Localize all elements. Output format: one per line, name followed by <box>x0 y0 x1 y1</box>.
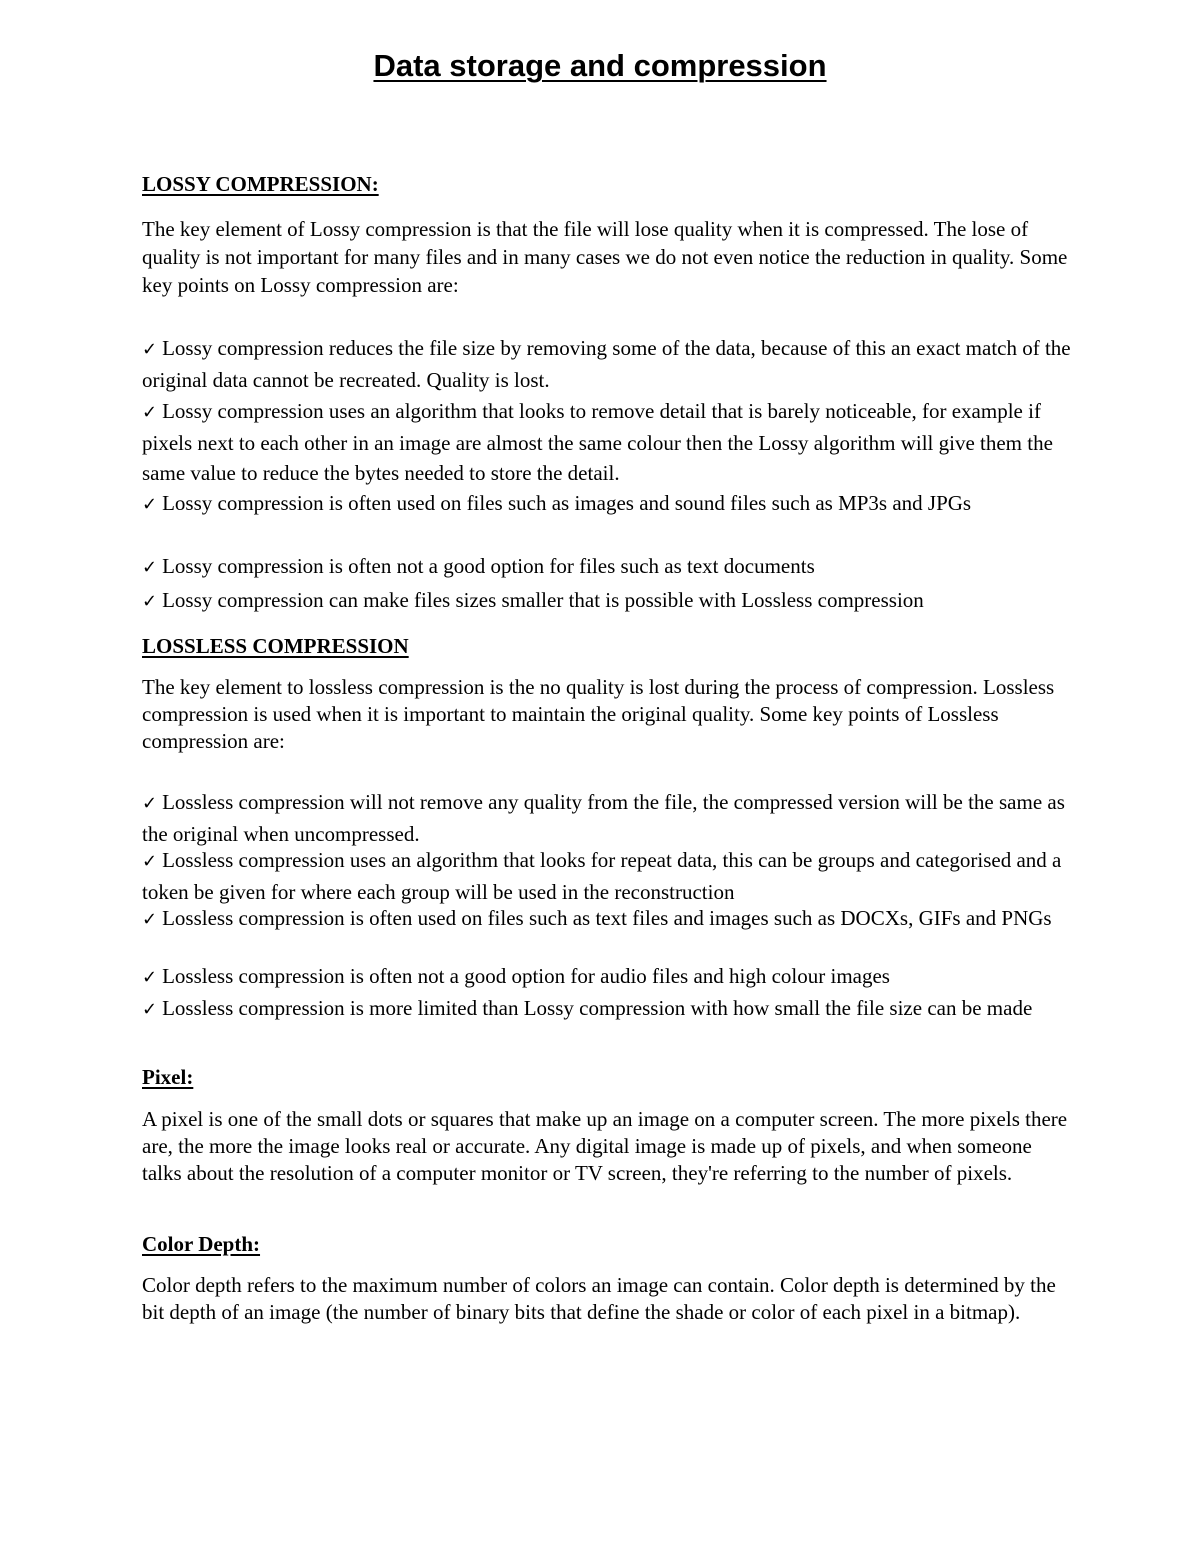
pixel-heading: Pixel: <box>142 1065 194 1089</box>
lossy-bullet-text: Lossy compression uses an algorithm that looks to remove detail that is barely noticeable, for example if pixels next to each other in an image are almost the same colour then the Lossy algorithm will give them the same value to reduce the bytes needed to store the detail. <box>142 399 1053 485</box>
lossy-intro: The key element of Lossy compression is that the file will lose quality when it is compressed. The lose of quality is not important for many files and in many cases we do not even notice the reduction in quality. Some key points on Lossy compression are: <box>142 217 1068 297</box>
color-depth-heading: Color Depth: <box>142 1232 261 1256</box>
check-mark-icon: ✓ <box>142 909 158 930</box>
check-mark-icon: ✓ <box>142 999 158 1020</box>
lossless-bullet <box>142 993 1072 1025</box>
color-depth-body: Color depth refers to the maximum number of colors an image can contain. Color depth is determined by the bit depth of an image (the number of binary bits that define the shade or color of each pixel in a bitmap). <box>142 1273 1056 1324</box>
check-mark-icon: ✓ <box>142 494 158 515</box>
lossless-bullet-text: Lossless compression uses an algorithm that looks for repeat data, this can be groups and categorised and a token be given for where each group will be used in the reconstruction <box>142 848 1062 904</box>
check-mark-icon: ✓ <box>142 402 158 423</box>
lossy-bullet-text: Lossy compression can make files sizes smaller that is possible with Lossless compression <box>162 588 924 612</box>
lossy-bullet <box>142 551 1072 583</box>
lossy-bullet-text: Lossy compression reduces the file size by removing some of the data, because of this an exact match of the original data cannot be recreated. Quality is lost. <box>142 336 1071 392</box>
check-mark-icon: ✓ <box>142 339 158 360</box>
pixel-body: A pixel is one of the small dots or squares that make up an image on a computer screen. The more pixels there are, the more the image looks real or accurate. Any digital image is made up of pixels, and when someone talks about the resolution of a computer monitor or TV screen, they're referring to the number of pixels. <box>142 1107 1068 1185</box>
lossless-bullet <box>142 787 1072 849</box>
lossy-bullet-text: Lossy compression is often not a good option for files such as text documents <box>162 554 815 578</box>
lossy-bullet <box>142 585 1072 617</box>
lossless-bullet <box>142 845 1072 907</box>
lossless-bullet-text: Lossless compression will not remove any quality from the file, the compressed version will be the same as the original when uncompressed. <box>142 790 1065 846</box>
lossless-bullet <box>142 903 1072 935</box>
page-title-text: Data storage and compression <box>373 48 827 83</box>
lossless-bullet-text: Lossless compression is often used on files such as text files and images such as DOCXs, GIFs and PNGs <box>162 906 1052 930</box>
check-mark-icon: ✓ <box>142 591 158 612</box>
page-title <box>0 44 1200 88</box>
lossy-bullet-text: Lossy compression is often used on files such as images and sound files such as MP3s and JPGs <box>162 491 972 515</box>
check-mark-icon: ✓ <box>142 967 158 988</box>
check-mark-icon: ✓ <box>142 557 158 578</box>
lossy-bullet <box>142 333 1072 395</box>
lossy-heading: LOSSY COMPRESSION: <box>142 172 379 196</box>
lossless-bullet-text: Lossless compression is more limited than Lossy compression with how small the file size can be made <box>162 996 1033 1020</box>
lossless-intro: The key element to lossless compression is the no quality is lost during the process of compression. Lossless compression is used when it is important to maintain the original quality. Some key points of Lossless compression are: <box>142 675 1055 753</box>
lossy-bullet <box>142 396 1072 488</box>
lossless-bullet-text: Lossless compression is often not a good option for audio files and high colour images <box>162 964 890 988</box>
lossless-heading: LOSSLESS COMPRESSION <box>142 634 409 658</box>
lossless-bullet <box>142 961 1072 993</box>
lossy-bullet <box>142 488 1072 520</box>
check-mark-icon: ✓ <box>142 793 158 814</box>
check-mark-icon: ✓ <box>142 851 158 872</box>
